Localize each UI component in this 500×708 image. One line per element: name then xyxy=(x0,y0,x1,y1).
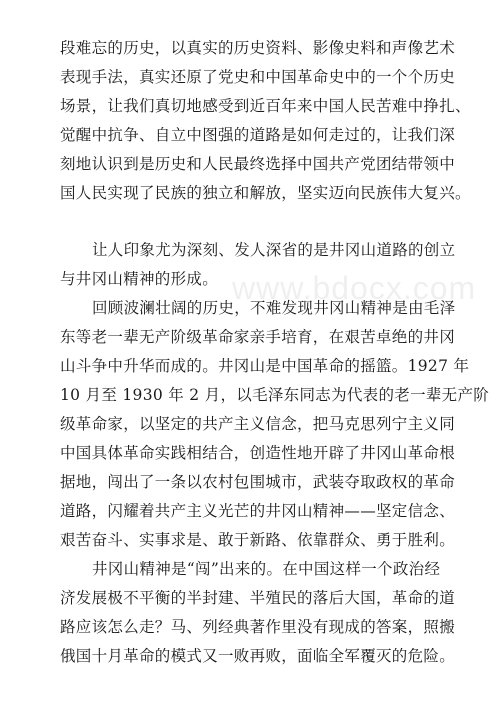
text-line: 俄国十月革命的模式又一败再败，面临全军覆灭的危险。 xyxy=(60,647,456,665)
text-line: 路应该怎么走？马、列经典著作里没有现成的答案，照搬 xyxy=(60,618,456,636)
text-line: 场景，让我们真切地感受到近百年来中国人民苦难中挣扎、 xyxy=(60,97,471,115)
text-line: 艰苦奋斗、实事求是、敢于新路、依靠群众、勇于胜利。 xyxy=(60,531,456,549)
text-line: 表现手法，真实还原了党史和中国革命史中的一个个历史 xyxy=(60,68,456,86)
text-line: 段难忘的历史，以真实的历史资料、影像史料和声像艺术 xyxy=(60,39,456,57)
text-line: 回顾波澜壮阔的历史，不难发现井冈山精神是由毛泽 xyxy=(92,299,456,317)
text-line: 让人印象尤为深刻、发人深省的是井冈山道路的创立 xyxy=(92,241,456,259)
text-line: 济发展极不平衡的半封建、半殖民的落后大国，革命的道 xyxy=(60,589,456,607)
text-line: 据地，闯出了一条以农村包围城市，武装夺取政权的革命 xyxy=(60,473,456,491)
text-line: 山斗争中升华而成的。井冈山是中国革命的摇篮。1927 年 xyxy=(60,357,470,375)
text-line: 级革命家，以坚定的共产主义信念，把马克思列宁主义同 xyxy=(60,415,456,433)
text-line: 刻地认识到是历史和人民最终选择中国共产党团结带领中 xyxy=(60,155,456,173)
text-line: 觉醒中抗争、自立中图强的道路是如何走过的，让我们深 xyxy=(60,126,456,144)
watermark: www.bdocx.com xyxy=(232,270,477,306)
text-line: 道路，闪耀着共产主义光芒的井冈山精神——坚定信念、 xyxy=(60,502,456,520)
text-line: 国人民实现了民族的独立和解放，坚实迈向民族伟大复兴。 xyxy=(60,184,471,202)
text-line: 10 月至 1930 年 2 月，以毛泽东同志为代表的老一辈无产阶 xyxy=(60,386,490,404)
text-line: 东等老一辈无产阶级革命家亲手培育，在艰苦卓绝的井冈 xyxy=(60,328,456,346)
text-line: 与井冈山精神的形成。 xyxy=(60,270,219,288)
text-line: 中国具体革命实践相结合，创造性地开辟了井冈山革命根 xyxy=(60,444,456,462)
text-line: 井冈山精神是“闯”出来的。在中国这样一个政治经 xyxy=(92,560,441,578)
